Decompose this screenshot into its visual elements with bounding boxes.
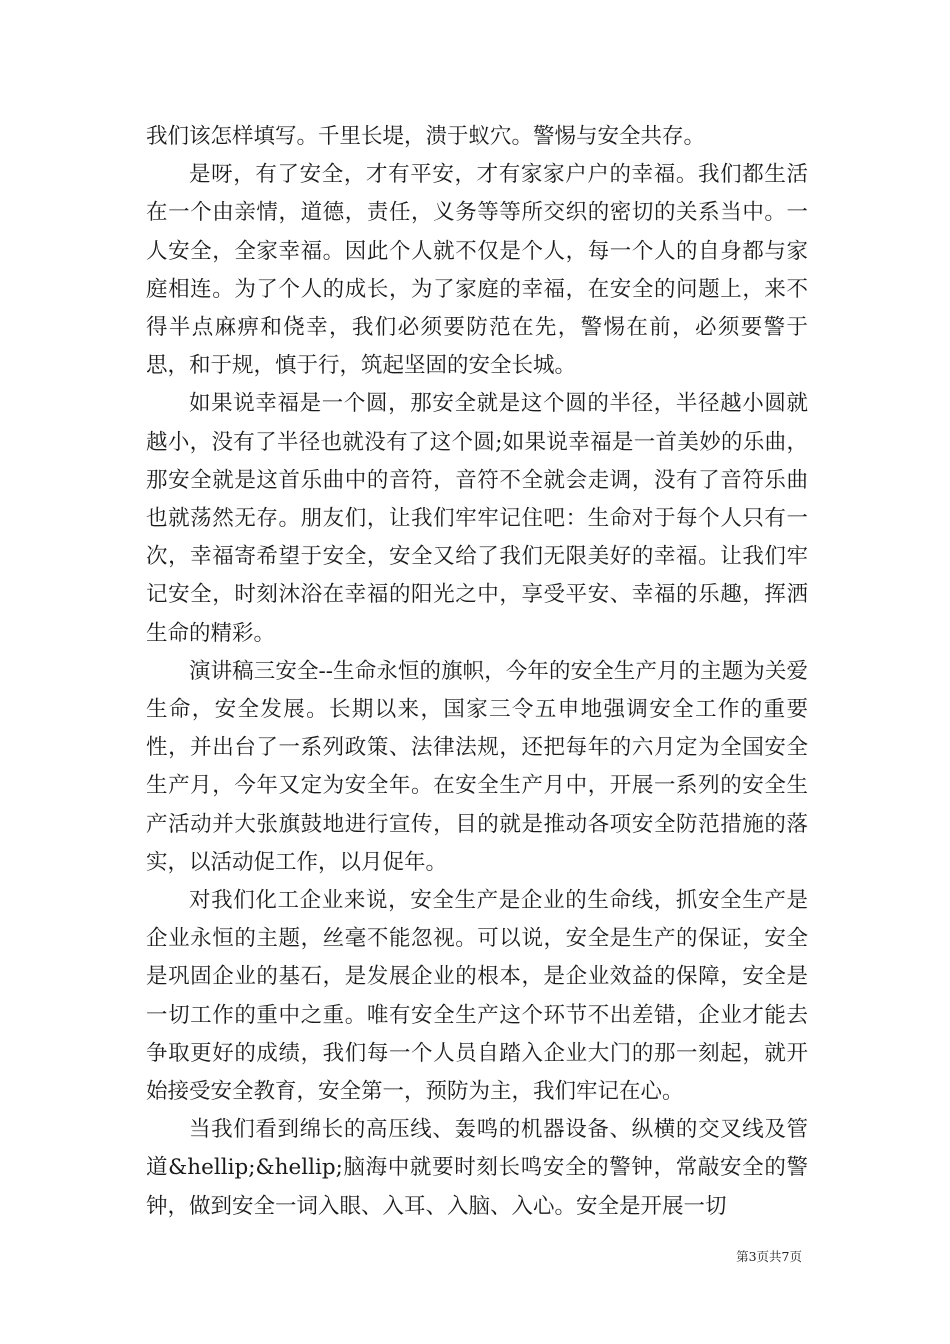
page-number-footer: 第3页共7页 [736,1249,802,1264]
paragraph: 是呀，有了安全，才有平安，才有家家户户的幸福。我们都生活在一个由亲情，道德，责任，义务等等所交织的密切的关系当中。一人安全，全家幸福。因此个人就不仅是个人，每一个人的自身都与家庭相连。为了个人的成长，为了家庭的幸福，在安全的问题上，来不得半点麻痹和侥幸，我们必须要防范在先，警惕在前，必须要警于思，和于规，慎于行，筑起坚固的安全长城。 [146,162,808,379]
paragraph: 演讲稿三安全--生命永恒的旗帜，今年的安全生产月的主题为关爱生命，安全发展。长期以来，国家三令五申地强调安全工作的重要性，并出台了一系列政策、法律法规，还把每年的六月定为全国安全生产月，今年又定为安全年。在安全生产月中，开展一系列的安全生产活动并大张旗鼓地进行宣传，目的就是推动各项安全防范措施的落实，以活动促工作，以月促年。 [146,658,808,875]
paragraph: 我们该怎样填写。千里长堤，溃于蚁穴。警惕与安全共存。 [146,124,706,149]
document-body [146,118,808,1226]
paragraph: 当我们看到绵长的高压线、轰鸣的机器设备、纵横的交叉线及管道&hellip;&hellip;脑海中就要时刻长鸣安全的警钟，常敲安全的警钟，做到安全一词入眼、入耳、入脑、入心。安全是开展一切 [146,1117,808,1219]
paragraph: 如果说幸福是一个圆，那安全就是这个圆的半径，半径越小圆就越小，没有了半径也就没有了这个圆;如果说幸福是一首美妙的乐曲，那安全就是这首乐曲中的音符，音符不全就会走调，没有了音符乐曲也就荡然无存。朋友们，让我们牢牢记住吧：生命对于每个人只有一次，幸福寄希望于安全，安全又给了我们无限美好的幸福。让我们牢记安全，时刻沐浴在幸福的阳光之中，享受平安、幸福的乐趣，挥洒生命的精彩。 [146,391,808,646]
paragraph: 对我们化工企业来说，安全生产是企业的生命线，抓安全生产是企业永恒的主题，丝毫不能忽视。可以说，安全是生产的保证，安全是巩固企业的基石，是发展企业的根本，是企业效益的保障，安全是一切工作的重中之重。唯有安全生产这个环节不出差错，企业才能去争取更好的成绩，我们每一个人员自踏入企业大门的那一刻起，就开始接受安全教育，安全第一，预防为主，我们牢记在心。 [146,888,808,1105]
